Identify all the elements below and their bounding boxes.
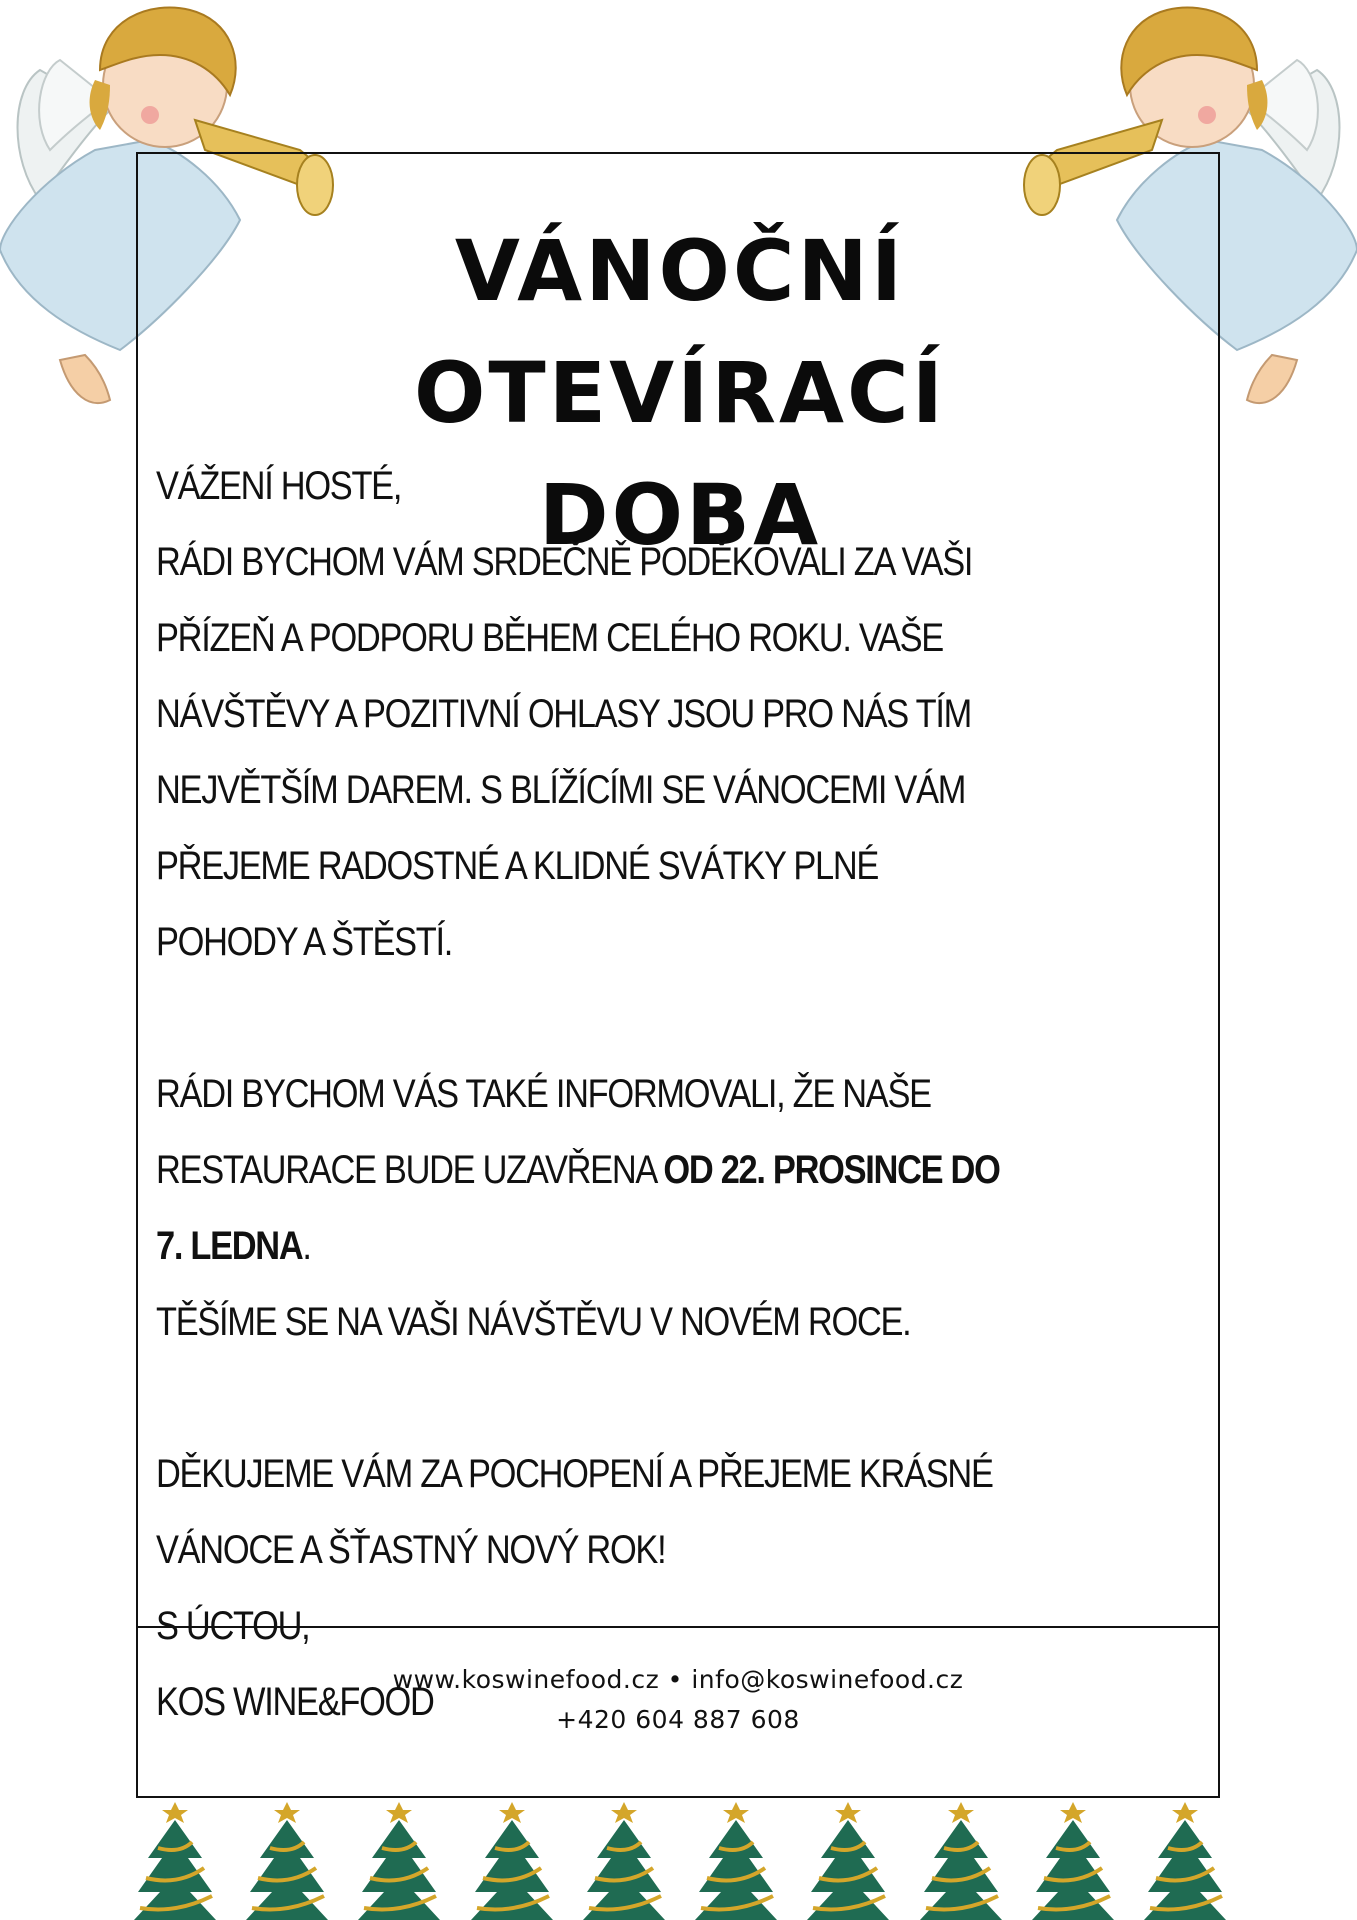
letter-closing: S ÚCTOU, — [156, 1604, 310, 1648]
letter-paragraph-4: DĚKUJEME VÁM ZA POCHOPENÍ A PŘEJEME KRÁSNÉ VÁNOCE A ŠŤASTNÝ NOVÝ ROK! — [156, 1452, 993, 1572]
letter-paragraph-2 — [156, 1056, 1016, 1284]
contact-phone[interactable]: +420 604 887 608 — [556, 1705, 800, 1734]
contact-info — [136, 1660, 1220, 1740]
christmas-tree-icon — [1140, 1796, 1230, 1920]
paragraph-gap — [156, 980, 1016, 1056]
contact-web-email[interactable]: www.koswinefood.cz • info@koswinefood.cz — [392, 1665, 964, 1694]
tree-row — [130, 1796, 1230, 1920]
paragraph-2-prefix: RÁDI BYCHOM VÁS TAKÉ INFORMOVALI, ŽE NAŠE RESTAURACE BUDE UZAVŘENA — [156, 1072, 931, 1192]
letter-paragraph-3: TĚŠÍME SE NA VAŠI NÁVŠTĚVU V NOVÉM ROCE. — [156, 1300, 911, 1344]
letter-greeting: VÁŽENÍ HOSTÉ, — [156, 464, 402, 508]
title-line-2: DOBA — [538, 466, 822, 564]
christmas-tree-icon — [354, 1796, 444, 1920]
christmas-tree-icon — [691, 1796, 781, 1920]
letter-paragraph-1: RÁDI BYCHOM VÁM SRDEČNĚ PODĚKOVALI ZA VAŠI PŘÍZEŇ A PODPORU BĚHEM CELÉHO ROKU. VAŠE NÁVŠTĚVY A POZITIVNÍ OHLASY JSOU PRO NÁS TÍM NEJVĚTŠÍM DAREM. S BLÍŽÍCÍMI SE VÁNOCEMI VÁM PŘEJEME RADOSTNÉ A KLIDNÉ SVÁTKY PLNÉ POHODY A ŠTĚSTÍ. — [156, 540, 973, 964]
christmas-tree-icon — [1028, 1796, 1118, 1920]
title-line-1: VÁNOČNÍ OTEVÍRACÍ — [414, 222, 946, 442]
christmas-tree-icon — [130, 1796, 220, 1920]
christmas-tree-icon — [803, 1796, 893, 1920]
paragraph-2-suffix: . — [302, 1224, 311, 1268]
christmas-tree-icon — [579, 1796, 669, 1920]
christmas-tree-icon — [916, 1796, 1006, 1920]
letter-signature: KOS WINE&FOOD — [156, 1680, 434, 1724]
paragraph-gap — [156, 1360, 1016, 1436]
christmas-tree-icon — [242, 1796, 332, 1920]
letter-body — [156, 448, 1016, 1740]
closure-dates: OD 22. PROSINCE DO 7. LEDNA — [156, 1148, 1000, 1268]
christmas-tree-icon — [467, 1796, 557, 1920]
